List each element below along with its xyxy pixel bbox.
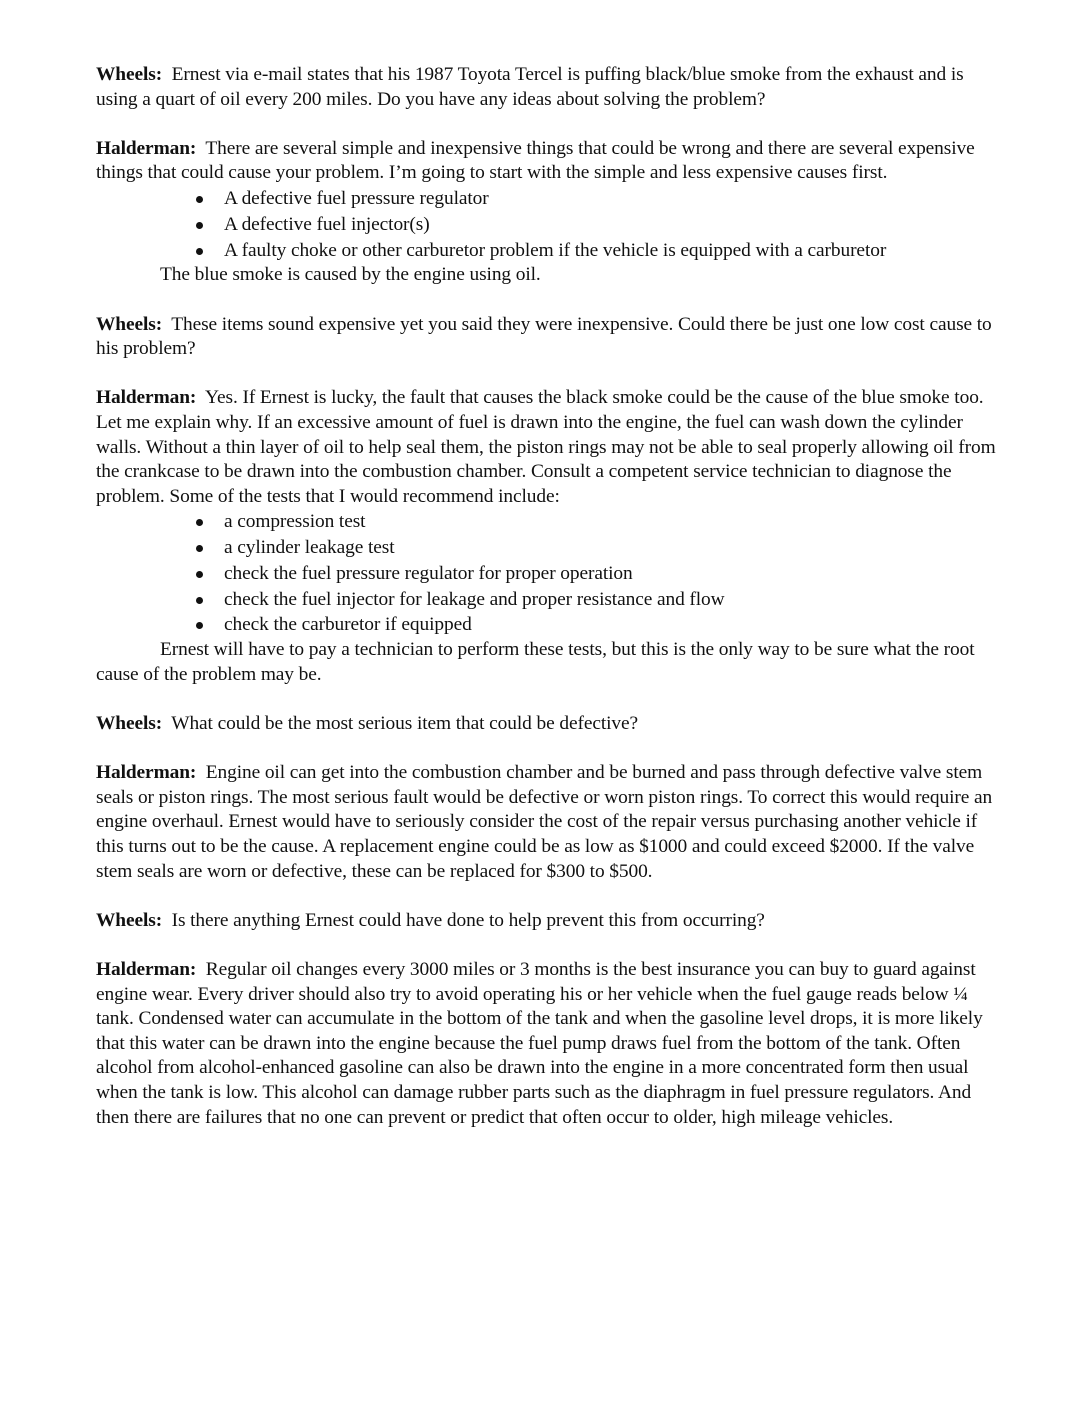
list-item: A faulty choke or other carburetor problem if the vehicle is equipped with a carburetor (96, 238, 1001, 264)
qa-question-1 (96, 63, 1001, 112)
paragraph-text: What could be the most serious item that could be defective? (171, 713, 639, 735)
bullet-icon (196, 222, 203, 229)
paragraph-text: Ernest via e-mail states that his 1987 Toyota Tercel is puffing black/blue smoke from the exhaust and is using a quart of oil every 200 miles. Do you have any ideas about solving the problem? (96, 64, 964, 110)
causes-list (96, 186, 1001, 263)
qa-answer-2 (96, 386, 1001, 509)
list-item: check the fuel injector for leakage and proper resistance and flow (96, 587, 1001, 613)
speaker-label: Wheels: (96, 909, 163, 931)
paragraph-text: Yes. If Ernest is lucky, the fault that causes the black smoke could be the cause of the blue smoke too. Let me explain why. If an excessive amount of fuel is drawn into the engine, the fuel can wash down the cylinder walls. Without a thin layer of oil to help seal them, the piston rings may not be able to seal properly allowing oil from the crankcase to be drawn into the combustion chamber. Consult a competent service technician to diagnose the problem. Some of the tests that I would recommend include: (96, 387, 996, 507)
speaker-label: Wheels: (96, 64, 163, 85)
paragraph-text: The blue smoke is caused by the engine using oil. (160, 264, 541, 286)
bullet-icon (196, 545, 203, 552)
list-item: check the carburetor if equipped (96, 612, 1001, 638)
bullet-icon (196, 622, 203, 629)
bullet-icon (196, 597, 203, 604)
speaker-label: Wheels: (96, 713, 163, 735)
bullet-icon (196, 519, 203, 526)
qa-answer-1 (96, 137, 1001, 186)
speaker-label: Halderman: (96, 762, 197, 784)
qa-question-2 (96, 313, 1001, 362)
document-page (96, 63, 1001, 1155)
list-item: check the fuel pressure regulator for proper operation (96, 561, 1001, 587)
paragraph-text: There are several simple and inexpensive things that could be wrong and there are several expensive things that could cause your problem. I’m going to start with the simple and less expensive causes first. (96, 137, 975, 184)
paragraph-text: Regular oil changes every 3000 miles or 3 months is the best insurance you can buy to guard against engine wear. Every driver should also try to avoid operating his or her vehicle when the fuel gauge reads below ¼ tank. Condensed water can accumulate in the bottom of the tank and when the gasoline level drops, it is more likely that this water can be drawn into the engine because the fuel pump draws fuel from the bottom of the tank. Often alcohol from alcohol-enhanced gasoline can also be drawn into the engine in a more concentrated form then usual when the tank is low. This alcohol can damage rubber parts such as the diaphragm in fuel pressure regulators. And then there are failures that no one can prevent or predict that often occur to older, high mileage vehicles. (96, 959, 983, 1128)
paragraph-text: Engine oil can get into the combustion chamber and be burned and pass through defective valve stem seals or piston rings. The most serious fault would be defective or worn piston rings. To correct this would require an engine overhaul. Ernest would have to seriously consider the cost of the repair versus purchasing another vehicle if this turns out to be the cause. A replacement engine could be as low as $1000 and could exceed $2000. If the valve stem seals are worn or defective, these can be replaced for $300 to $500. (96, 762, 993, 882)
qa-question-4 (96, 909, 1001, 934)
list-item: A defective fuel pressure regulator (96, 186, 1001, 212)
qa-question-3 (96, 712, 1001, 737)
list-item: A defective fuel injector(s) (96, 212, 1001, 238)
tests-list (96, 509, 1001, 638)
paragraph-text: Ernest will have to pay a technician to perform these tests, but this is the only way to be sure what the root cause of the problem may be. (96, 639, 975, 685)
bullet-icon (196, 571, 203, 578)
paragraph-text: Is there anything Ernest could have done to help prevent this from occurring? (171, 909, 765, 931)
qa-answer-4 (96, 958, 1001, 1130)
speaker-label: Wheels: (96, 313, 163, 335)
speaker-label: Halderman: (96, 959, 197, 980)
list-item: a cylinder leakage test (96, 535, 1001, 561)
bullet-icon (196, 196, 203, 203)
list-item: a compression test (96, 509, 1001, 535)
speaker-label: Halderman: (96, 137, 197, 159)
speaker-label: Halderman: (96, 387, 197, 409)
qa-answer-3 (96, 761, 1001, 884)
paragraph-text: These items sound expensive yet you said they were inexpensive. Could there be just one low cost cause to his problem? (96, 313, 992, 360)
bullet-icon (196, 248, 203, 255)
